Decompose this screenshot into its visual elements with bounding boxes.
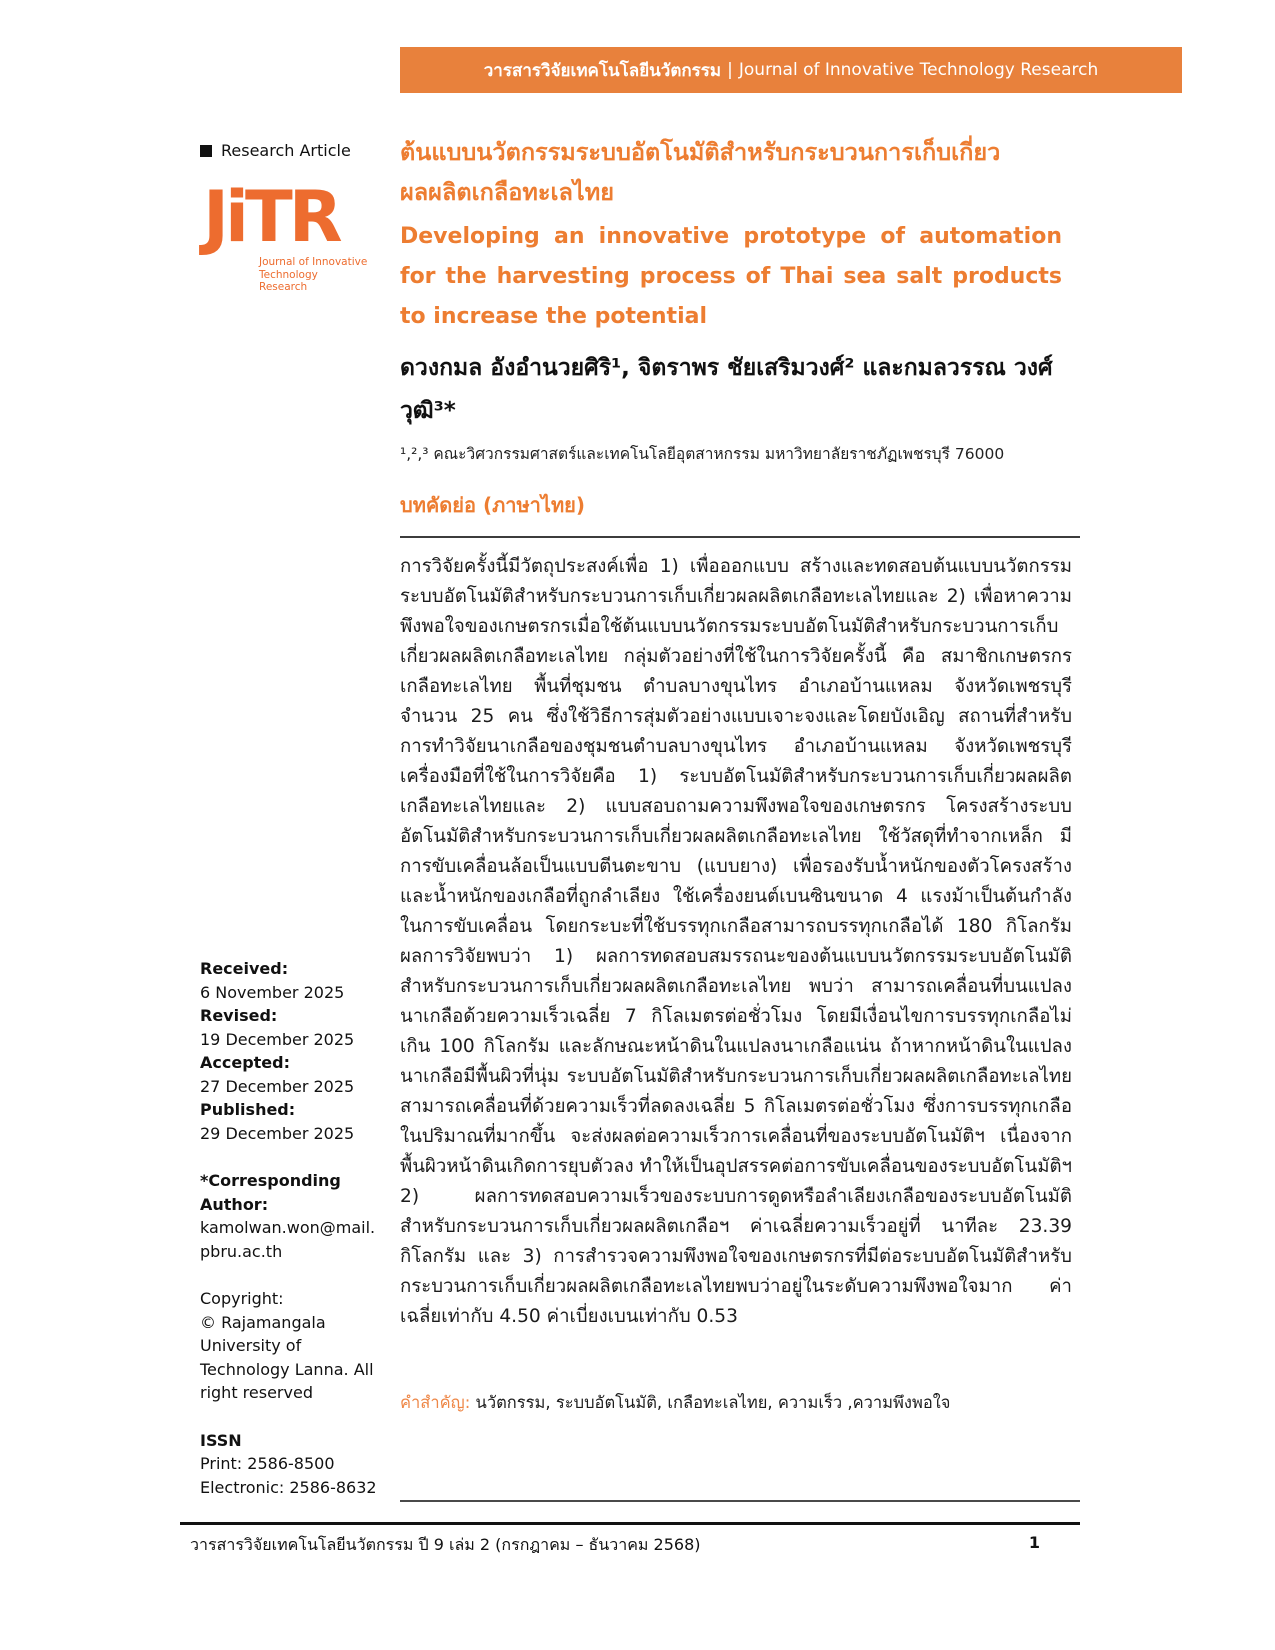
abstract-heading: บทคัดย่อ (ภาษาไทย) [400, 489, 1080, 538]
jitr-logo-subtitle [259, 256, 368, 294]
published-label: Published: [200, 1100, 296, 1119]
authors-line: ดวงกมล อังอำนวยศิริ¹, จิตราพร ชัยเสริมวงศ์² และกมลวรรณ วงศ์วุฒิ³* [400, 355, 1053, 424]
abstract-bottom-rule [400, 1500, 1080, 1502]
issn-print: Print: 2586-8500 [200, 1454, 335, 1473]
copyright-label: Copyright: [200, 1289, 284, 1308]
accepted-date: 27 December 2025 [200, 1076, 355, 1096]
copyright-text: © Rajamangala University of Technology Lanna. All right reserved [200, 1312, 374, 1402]
published-date: 29 December 2025 [200, 1123, 355, 1143]
revised-date: 19 December 2025 [200, 1029, 355, 1049]
corresponding-author-email: kamolwan.won@mail.pbru.ac.th [200, 1218, 376, 1261]
page-number: 1 [1028, 1533, 1040, 1552]
banner-separator: | [727, 60, 733, 80]
square-bullet-icon [200, 145, 212, 157]
issn-electronic: Electronic: 2586-8632 [200, 1477, 377, 1497]
page-footer [190, 1533, 1040, 1558]
keywords-line [400, 1390, 1072, 1416]
jitr-logo-acronym: JiTR [203, 176, 339, 258]
jitr-logo [203, 176, 368, 312]
issn-label: ISSN [200, 1430, 242, 1450]
corresponding-author-label: *Corresponding Author: [200, 1171, 341, 1214]
article-type-label: Research Article [221, 141, 351, 160]
abstract-text: การวิจัยครั้งนี้มีวัตถุประสงค์เพื่อ 1) เพื่อออกแบบ สร้างและทดสอบต้นแบบนวัตกรรมระบบอัตโนมัติสำหรับกระบวนการเก็บเกี่ยวผลผลิตเกลือทะเลไทยและ 2) เพื่อหาความพึงพอใจของเกษตรกรเมื่อใช้ต้นแบบนวัตกรรมระบบอัตโนมัติสำหรับกระบวนการเก็บเกี่ยวผลผลิตเกลือทะเลไทย กลุ่มตัวอย่างที่ใช้ในการวิจัยครั้งนี้ คือ สมาชิกเกษตรกรเกลือทะเลไทย พื้นที่ชุมชน ตำบลบางขุนไทร อำเภอบ้านแหลม จังหวัดเพชรบุรี จำนวน 25 คน ซึ่งใช้วิธีการสุ่มตัวอย่างแบบเจาะจงและโดยบังเอิญ สถานที่สำหรับการทำวิจัยนาเกลือของชุมชนตำบลบางขุนไทร อำเภอบ้านแหลม จังหวัดเพชรบุรี เครื่องมือที่ใช้ในการวิจัยคือ 1) ระบบอัตโนมัติสำหรับกระบวนการเก็บเกี่ยวผลผลิตเกลือทะเลไทยและ 2) แบบสอบถามความพึงพอใจของเกษตรกร โครงสร้างระบบอัตโนมัติสำหรับกระบวนการเก็บเกี่ยวผลผลิตเกลือทะเลไทย ใช้วัสดุที่ทำจากเหล็ก มีการขับเคลื่อนล้อเป็นแบบตีนตะขาบ (แบบยาง) เพื่อรองรับน้ำหนักของตัวโครงสร้างและน้ำหนักของเกลือที่ถูกลำเลียง ใช้เครื่องยนต์เบนซินขนาด 4 แรงม้าเป็นต้นกำลังในการขับเคลื่อน โดยกระบะที่ใช้บรรทุกเกลือสามารถบรรทุกเกลือได้ 180 กิโลกรัม ผลการวิจัยพบว่า 1) ผลการทดสอบสมรรถนะของต้นแบบนวัตกรรมระบบอัตโนมัติสำหรับกระบวนการเก็บเกี่ยวผลผลิตเกลือทะเลไทย พบว่า สามารถเคลื่อนที่บนแปลงนาเกลือด้วยความเร็วเฉลี่ย 7 กิโลเมตรต่อชั่วโมง โดยมีเงื่อนไขการบรรทุกเกลือไม่เกิน 100 กิโลกรัม และลักษณะหน้าดินในแปลงนาเกลือแน่น ถ้าหากหน้าดินในแปลงนาเกลือมีพื้นผิวที่นุ่ม ระบบอัตโนมัติสำหรับกระบวนการเก็บเกี่ยวผลผลิตเกลือทะเลไทยสามารถเคลื่อนที่ด้วยความเร็วที่ลดลงเฉลี่ย 5 กิโลเมตรต่อชั่วโมง ซึ่งการบรรทุกเกลือในปริมาณที่มากขึ้น จะส่งผลต่อความเร็วการเคลื่อนที่ของระบบอัตโนมัติฯ เนื่องจากพื้นผิวหน้าดินเกิดการยุบตัวลง ทำให้เป็นอุปสรรคต่อการขับเคลื่อนของระบบอัตโนมัติฯ 2) ผลการทดสอบความเร็วของระบบการดูดหรือลำเลียงเกลือของระบบอัตโนมัติสำหรับกระบวนการเก็บเกี่ยวผลผลิตเกลือฯ ค่าเฉลี่ยความเร็วอยู่ที่ นาทีละ 23.39 กิโลกรัม และ 3) การสำรวจความพึงพอใจของเกษตรกรที่มีต่อระบบอัตโนมัติสำหรับกระบวนการเก็บเกี่ยวผลผลิตเกลือทะเลไทยพบว่าอยู่ในระดับความพึงพอใจมาก ค่าเฉลี่ยเท่ากับ 4.50 ค่าเบี่ยงเบนเท่ากับ 0.53 [400, 556, 1072, 1327]
affiliation-line: ¹,²,³ คณะวิศวกรรมศาสตร์และเทคโนโลยีอุตสาหกรรม มหาวิทยาลัยราชภัฏเพชรบุรี 76000 [400, 445, 1005, 463]
journal-name-thai: วารสารวิจัยเทคโนโลยีนวัตกรรม [483, 60, 722, 81]
jitr-logo-subtitle-line1: Journal of Innovative [259, 256, 368, 268]
title-block [400, 132, 1062, 337]
revised-label: Revised: [200, 1006, 278, 1025]
received-label: Received: [200, 959, 289, 978]
article-title-english: Developing an innovative prototype of automation for the harvesting process of Thai sea salt products to increase the potential [400, 224, 1062, 329]
article-type-badge [200, 141, 351, 160]
article-title-thai: ต้นแบบนวัตกรรมระบบอัตโนมัติสำหรับกระบวนการเก็บเกี่ยวผลผลิตเกลือทะเลไทย [400, 138, 1001, 206]
footer-journal-info: วารสารวิจัยเทคโนโลยีนวัตกรรม ปี 9 เล่ม 2 (กรกฎาคม – ธันวาคม 2568) [190, 1535, 701, 1554]
received-date: 6 November 2025 [200, 982, 345, 1002]
article-metadata-sidebar [200, 957, 382, 1499]
jitr-logo-subtitle-line2: Technology Research [259, 268, 318, 294]
accepted-label: Accepted: [200, 1053, 291, 1072]
journal-name-english: Journal of Innovative Technology Research [738, 60, 1099, 80]
footer-rule [180, 1522, 1080, 1525]
keywords-label: คำสำคัญ: [400, 1393, 471, 1412]
journal-banner [400, 47, 1182, 93]
keywords-text: นวัตกรรม, ระบบอัตโนมัติ, เกลือทะเลไทย, ความเร็ว ,ความพึงพอใจ [475, 1393, 951, 1412]
